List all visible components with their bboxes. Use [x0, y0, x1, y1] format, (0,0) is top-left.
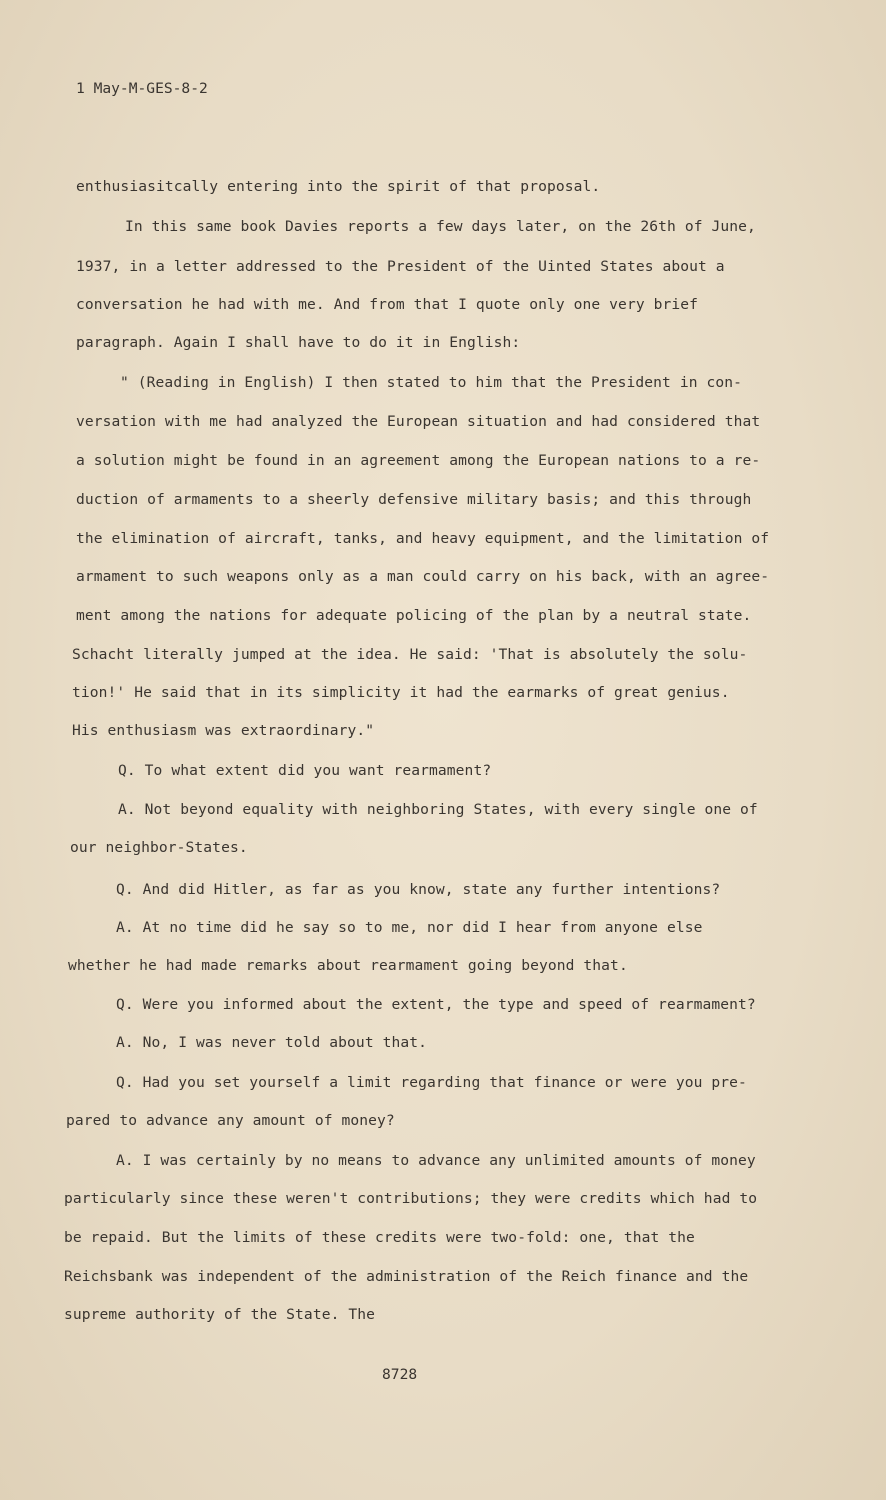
document-id: 1 May-M-GES-8-2: [76, 80, 208, 97]
text-line: A. Not beyond equality with neighboring States, with every single one of: [118, 801, 758, 818]
text-line: duction of armaments to a sheerly defensive military basis; and this through: [76, 491, 752, 508]
text-line: His enthusiasm was extraordinary.": [72, 722, 375, 739]
text-line: paragraph. Again I shall have to do it in English:: [76, 334, 521, 351]
text-line: Reichsbank was independent of the administration of the Reich finance and the: [64, 1268, 749, 1285]
text-line: Q. Had you set yourself a limit regarding that finance or were you pre-: [116, 1074, 747, 1091]
text-line: whether he had made remarks about rearmament going beyond that.: [68, 957, 628, 974]
text-line: versation with me had analyzed the European situation and had considered that: [76, 413, 761, 430]
text-line: A. No, I was never told about that.: [116, 1034, 428, 1051]
text-line: Q. And did Hitler, as far as you know, state any further intentions?: [116, 881, 721, 898]
text-line: particularly since these weren't contributions; they were credits which had to: [64, 1190, 758, 1207]
text-line: Q. Were you informed about the extent, the type and speed of rearmament?: [116, 996, 756, 1013]
text-line: pared to advance any amount of money?: [66, 1112, 395, 1129]
text-line: A. At no time did he say so to me, nor did I hear from anyone else: [116, 919, 703, 936]
text-line: In this same book Davies reports a few days later, on the 26th of June,: [125, 218, 756, 235]
text-line: ment among the nations for adequate policing of the plan by a neutral state.: [76, 607, 752, 624]
text-line: armament to such weapons only as a man could carry on his back, with an agree-: [76, 568, 770, 585]
text-line: supreme authority of the State. The: [64, 1306, 376, 1323]
text-line: tion!' He said that in its simplicity it had the earmarks of great genius.: [72, 684, 730, 701]
text-line: enthusiasitcally entering into the spirit of that proposal.: [76, 178, 601, 195]
text-line: Schacht literally jumped at the idea. He said: 'That is absolutely the solu-: [72, 646, 748, 663]
text-line: our neighbor-States.: [70, 839, 248, 856]
text-line: " (Reading in English) I then stated to him that the President in con-: [120, 374, 743, 391]
text-line: be repaid. But the limits of these credits were two-fold: one, that the: [64, 1229, 695, 1246]
text-line: conversation he had with me. And from that I quote only one very brief: [76, 296, 699, 313]
text-line: a solution might be found in an agreement among the European nations to a re-: [76, 452, 761, 469]
text-line: the elimination of aircraft, tanks, and heavy equipment, and the limitation of: [76, 530, 770, 547]
text-line: A. I was certainly by no means to advance any unlimited amounts of money: [116, 1152, 756, 1169]
page-number: 8728: [382, 1366, 418, 1383]
text-line: 1937, in a letter addressed to the President of the Uinted States about a: [76, 258, 725, 275]
text-line: Q. To what extent did you want rearmament?: [118, 762, 492, 779]
